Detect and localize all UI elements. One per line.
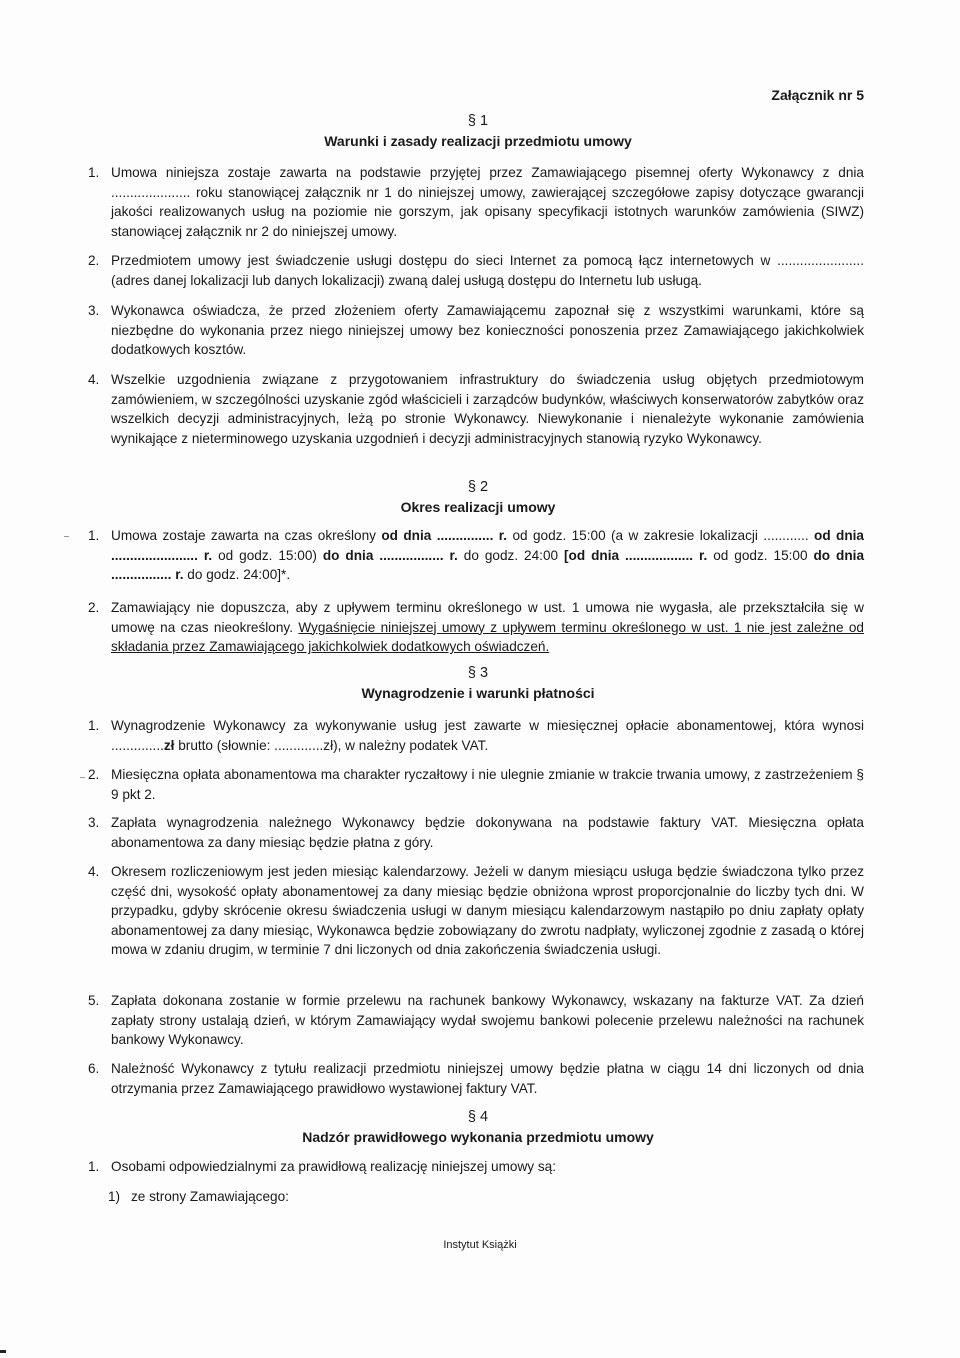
margin-mark: [80, 777, 85, 778]
section-1-heading: [92, 112, 864, 151]
underlined-clause: Wygaśnięcie niniejszej umowy z upływem terminu określonego w ust. 1 nie jest zależne od składania przez Zamawiającego jakichkolwiek dodatkowych oświadczeń.: [111, 619, 864, 654]
s2-item-1: [88, 526, 864, 585]
s4-item-1: [88, 1157, 864, 1177]
s3-item-1: [88, 716, 864, 755]
item-text: Umowa niniejsza zostaje zawarta na podstawie przyjętej przez Zamawiającego pisemnej oferty Wykonawcy z dnia ..................... roku stanowiącej załącznik nr 1 do niniejszej umowy, zawierającej szczegółowe zapisy dotyczące gwarancji jakości realizowanych usług na poziomie nie gorszym, jak opisany specyfikacji istotnych warunków zamówienia (SIWZ) stanowiącej załącznik nr 2 do niniejszej umowy.: [111, 165, 864, 239]
item-number: 1.: [88, 528, 100, 543]
margin-mark: [64, 536, 69, 537]
item-number: 4.: [88, 372, 100, 387]
item-text: Osobami odpowiedzialnymi za prawidłową realizację niniejszej umowy są:: [111, 1159, 557, 1174]
section-2-heading: [92, 478, 864, 517]
item-text: Miesięczna opłata abonamentowa ma charakter ryczałtowy i nie ulegnie zmianie w trakcie trwania umowy, z zastrzeżeniem § 9 pkt 2.: [111, 767, 864, 802]
s4-subitem-1: [108, 1187, 864, 1207]
s3-item-4: [88, 862, 864, 960]
s3-item-2: [88, 765, 864, 804]
item-number: 5.: [88, 993, 100, 1008]
scan-mark: [0, 1350, 6, 1353]
section-1-title: Warunki i zasady realizacji przedmiotu umowy: [324, 132, 632, 149]
s1-item-2: [88, 251, 864, 290]
s1-item-3: [88, 301, 864, 360]
item-number: 2.: [88, 253, 100, 268]
s3-item-6: [88, 1059, 864, 1098]
item-text: Przedmiotem umowy jest świadczenie usługi dostępu do sieci Internet za pomocą łącz internetowych w ....................... (adres danej lokalizacji lub danych lokalizacji) zwaną dalej usługą dostępu do Internetu lub usługą.: [111, 253, 864, 288]
item-number: 1.: [88, 718, 100, 733]
annex-label: Załącznik nr 5: [771, 87, 864, 103]
item-text: Wynagrodzenie Wykonawcy za wykonywanie usług jest zawarte w miesięcznej opłacie abonamentowej, która wynosi ..............zł brutto (słownie: .............zł), w należny podatek VAT.: [111, 718, 864, 753]
s1-item-1: [88, 163, 864, 241]
subitem-number: 1): [108, 1189, 121, 1204]
section-3-number: § 3: [467, 665, 489, 681]
item-text: Wszelkie uzgodnienia związane z przygotowaniem infrastruktury do świadczenia usług objętych przedmiotowym zamówieniem, w szczególności uzyskanie zgód właścicieli i zarządców budynków, właściwych konserwatorów zabytków oraz wszelkich decyzji administracyjnych, leżą po stronie Wykonawcy. Niewykonanie i nienależyte wykonanie zamówienia wynikające z nieterminowego uzyskania uzgodnień i decyzji administracyjnych stanowią ryzyko Wykonawcy.: [111, 372, 864, 446]
item-number: 2.: [88, 767, 100, 782]
section-3-heading: [92, 664, 864, 703]
item-number: 4.: [88, 864, 100, 879]
section-4-heading: [92, 1108, 864, 1147]
section-2-number: § 2: [467, 479, 489, 495]
s1-item-4: [88, 370, 864, 448]
s3-item-3: [88, 813, 864, 852]
s2-item-2: [88, 598, 864, 657]
section-1-number: § 1: [467, 113, 489, 129]
page-footer: Instytut Książki: [443, 1239, 517, 1251]
item-number: 2.: [88, 600, 100, 615]
item-number: 6.: [88, 1061, 100, 1076]
item-text: Wykonawca oświadcza, że przed złożeniem oferty Zamawiającemu zapoznał się z wszystkimi warunkami, które są niezbędne do wykonania przez niego niniejszej umowy bez konieczności ponoszenia przez Zamawiającego jakichkolwiek dodatkowych kosztów.: [111, 303, 864, 357]
item-text: Zapłata wynagrodzenia należnego Wykonawcy będzie dokonywana na podstawie faktury VAT. Miesięczna opłata abonamentowa za dany miesiąc będzie płatna z góry.: [111, 815, 864, 850]
subitem-text: ze strony Zamawiającego:: [131, 1189, 289, 1204]
section-2-title: Okres realizacji umowy: [400, 498, 556, 515]
section-4-number: § 4: [467, 1109, 489, 1125]
item-text: Należność Wykonawcy z tytułu realizacji przedmiotu niniejszej umowy będzie płatna w ciągu 14 dni liczonych od dnia otrzymania przez Zamawiającego prawidłowo wystawionej faktury VAT.: [111, 1061, 864, 1096]
s3-item-5: [88, 991, 864, 1050]
item-text: Zapłata dokonana zostanie w formie przelewu na rachunek bankowy Wykonawcy, wskazany na fakturze VAT. Za dzień zapłaty strony ustalają dzień, w którym Zamawiający wydał swojemu bankowi polecenie przelewu należności na rachunek bankowy Wykonawcy.: [111, 993, 864, 1047]
section-3-title: Wynagrodzenie i warunki płatności: [361, 684, 595, 701]
item-text: Zamawiający nie dopuszcza, aby z upływem terminu określonego w ust. 1 umowa nie wygasła, ale przekształciła się w umowę na czas nieokreślony. Wygaśnięcie niniejszej umowy z upływem terminu określonego w ust. 1 nie jest zależne od składania przez Zamawiającego jakichkolwiek dodatkowych oświadczeń.: [111, 600, 864, 654]
item-number: 1.: [88, 165, 100, 180]
item-text: Umowa zostaje zawarta na czas określony od dnia ............... r. od godz. 15:00 (a w zakresie lokalizacji ............ od dnia ....................... r. od godz. 15:00) do dnia ................. r. do godz. 24:00 [od dnia .................. r. od godz. 15:00 do dnia ................ r. do godz. 24:00]*.: [111, 528, 865, 582]
item-number: 3.: [88, 303, 100, 318]
item-number: 1.: [88, 1159, 100, 1174]
item-text: Okresem rozliczeniowym jest jeden miesiąc kalendarzowy. Jeżeli w danym miesiącu usługa będzie świadczona tylko przez część dni, wysokość opłaty abonamentowej za dany miesiąc będzie obniżona wprost proporcjonalnie do liczby tych dni. W przypadku, gdyby skrócenie okresu świadczenia usługi w danym miesiącu kalendarzowym nastąpiło po dniu zapłaty opłaty abonamentowej za dany miesiąc, Wykonawca będzie zobowiązany do zwrotu nadpłaty, wyliczonej zgodnie z zasadą o której mowa w zdaniu drugim, w terminie 7 dni liczonych od dnia zakończenia świadczenia usługi.: [111, 864, 864, 957]
section-4-title: Nadzór prawidłowego wykonania przedmiotu umowy: [302, 1128, 654, 1145]
item-number: 3.: [88, 815, 100, 830]
